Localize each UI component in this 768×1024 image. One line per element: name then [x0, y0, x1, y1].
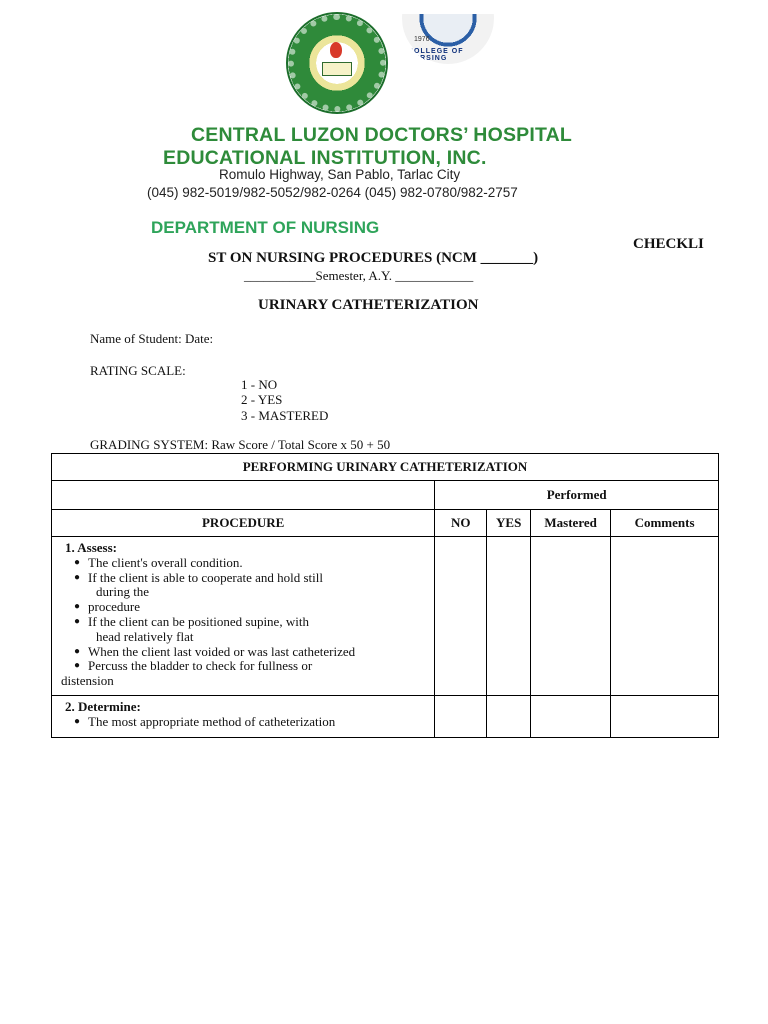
yes-checkbox-cell[interactable] [487, 537, 531, 696]
list-item-continuation: distension [61, 673, 114, 689]
mastered-checkbox-cell[interactable] [531, 696, 611, 738]
department-name: DEPARTMENT OF NURSING [151, 218, 380, 237]
performed-header: Performed [435, 481, 719, 510]
list-item: ● The client's overall condition. [88, 556, 428, 571]
blank-header-cell [52, 481, 435, 510]
list-item: during the [96, 584, 150, 600]
table-caption: PERFORMING URINARY CATHETERIZATION [52, 454, 719, 481]
nursing-seal-text: COLLEGE OF NURSING [408, 48, 464, 62]
no-checkbox-cell[interactable] [435, 696, 487, 738]
procedure-cell-assess [52, 537, 435, 696]
title-part2: ST ON NURSING PROCEDURES (NCM _______) [208, 250, 539, 266]
list-item: ● When the client last voided or was last catheterized [88, 645, 428, 660]
checklist-table [51, 453, 719, 738]
procedure-title: URINARY CATHETERIZATION [258, 297, 479, 313]
step-bullet-list [65, 556, 428, 674]
mastered-checkbox-cell[interactable] [531, 537, 611, 696]
list-item: head relatively flat [96, 628, 194, 644]
institution-name-line1: CENTRAL LUZON DOCTORS’ HOSPITAL [191, 124, 573, 146]
column-header-mastered: Mastered [531, 510, 611, 537]
column-header-procedure: PROCEDURE [52, 510, 435, 537]
institution-name-line2: EDUCATIONAL INSTITUTION, INC. [163, 147, 487, 169]
step-heading: 2. Determine: [65, 699, 141, 714]
institution-phones: (045) 982-5019/982-5052/982-0264 (045) 982-0780/982-2757 [147, 185, 518, 200]
institution-address: Romulo Highway, San Pablo, Tarlac City [219, 167, 461, 182]
rating-item-2: 2 - YES [241, 392, 283, 407]
grading-system-line: GRADING SYSTEM: Raw Score / Total Score x 50 + 50 [90, 437, 391, 452]
column-header-yes: YES [487, 510, 531, 537]
title-part1: CHECKLI [633, 236, 704, 252]
table-row [52, 696, 719, 738]
rating-scale-label: RATING SCALE: [90, 363, 186, 378]
list-item: ● The most appropriate method of catheterization [88, 715, 428, 730]
table-performed-row [52, 481, 719, 510]
list-item: ● procedure [88, 600, 428, 615]
table-caption-row [52, 454, 719, 481]
institution-seal-logo [286, 12, 388, 114]
list-item: ● Percuss the bladder to check for fullness or [88, 659, 428, 674]
table-row [52, 537, 719, 696]
step-heading: 1. Assess: [65, 540, 118, 555]
book-icon [322, 62, 352, 76]
step-bullet-list [65, 715, 428, 730]
nursing-seal-year: 1976 [414, 36, 430, 43]
flame-icon [330, 42, 342, 58]
semester-line: ___________Semester, A.Y. ____________ [244, 268, 474, 283]
yes-checkbox-cell[interactable] [487, 696, 531, 738]
comments-cell[interactable] [611, 537, 719, 696]
comments-cell[interactable] [611, 696, 719, 738]
column-header-comments: Comments [611, 510, 719, 537]
list-item: ● If the client can be positioned supine, with [88, 615, 428, 630]
rating-item-1: 1 - NO [241, 377, 278, 392]
list-item: ● If the client is able to cooperate and hold still [88, 571, 428, 586]
no-checkbox-cell[interactable] [435, 537, 487, 696]
college-of-nursing-logo [402, 14, 494, 66]
rating-item-3: 3 - MASTERED [241, 408, 329, 423]
student-name-date-line: Name of Student: Date: [90, 331, 214, 346]
column-header-no: NO [435, 510, 487, 537]
procedure-cell-determine [52, 696, 435, 738]
table-header-row [52, 510, 719, 537]
